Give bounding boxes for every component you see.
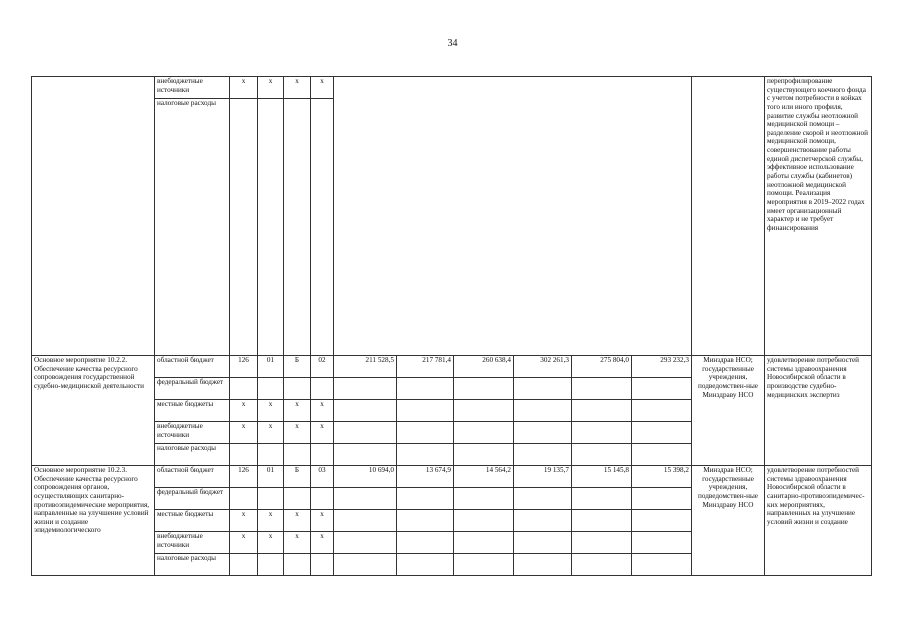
value-cell: 15 398,2 (632, 466, 692, 488)
empty-cell (632, 400, 692, 422)
continuation-name-cell (32, 77, 155, 356)
empty-cell (334, 488, 397, 510)
empty-cell (632, 510, 692, 532)
x-mark: х (284, 77, 311, 99)
empty-cell (632, 488, 692, 510)
x-mark: х (230, 400, 258, 422)
code-cell: 126 (230, 466, 258, 488)
empty-cell (334, 378, 397, 400)
x-mark: х (284, 400, 311, 422)
empty-cell (230, 444, 258, 466)
empty-cell (632, 378, 692, 400)
x-mark: х (258, 77, 284, 99)
empty-cell (572, 422, 632, 444)
value-cell: 217 781,4 (397, 356, 454, 378)
empty-cell (284, 378, 311, 400)
empty-cell (311, 554, 334, 576)
source-label: внебюджетные источники (155, 422, 230, 444)
empty-cell (572, 488, 632, 510)
x-mark: х (311, 510, 334, 532)
result-cell: удовлетворение потребностей системы здравоохранения Новосибирской области в санитарно-противоэпидемичес-ких мероприятиях, направленных на улучшение условий жизни и создание (765, 466, 872, 576)
empty-cell (334, 532, 397, 554)
continuation-result-text: перепрофилирование существующего коечного фонда с учетом потребности в койках того или иного профиля, развитие службы неотложной медицинской помощи – разделение скорой и неотложной медицинской помощи, совершенствование работы единой диспетчерской службы, эффективное использование работы службы (кабинетов) неотложной медицинской помощи. Реализация мероприятия в 2019–2022 годах имеет организационный характер и не требует финансирования (765, 77, 872, 356)
empty-cell (397, 488, 454, 510)
empty-cell (258, 99, 284, 356)
x-mark: х (258, 510, 284, 532)
empty-cell (258, 444, 284, 466)
source-label: областной бюджет (155, 356, 230, 378)
empty-cell (632, 532, 692, 554)
value-cell: 211 528,5 (334, 356, 397, 378)
value-cell: 260 638,4 (454, 356, 514, 378)
empty-cell (397, 510, 454, 532)
executor-cell: Минздрав НСО; государственные учреждения, подведомствен-ные Минздраву НСО (692, 466, 765, 576)
value-cell: 15 145,8 (572, 466, 632, 488)
x-mark: х (284, 422, 311, 444)
empty-cell (454, 488, 514, 510)
x-mark: х (311, 400, 334, 422)
source-label: внебюджетные источники (155, 77, 230, 99)
empty-cell (454, 554, 514, 576)
empty-cell (284, 554, 311, 576)
x-mark: х (230, 77, 258, 99)
program-table (31, 76, 872, 576)
continuation-values-merged (334, 77, 692, 356)
empty-cell (397, 532, 454, 554)
x-mark: х (258, 422, 284, 444)
empty-cell (258, 488, 284, 510)
x-mark: х (284, 510, 311, 532)
x-mark: х (230, 422, 258, 444)
empty-cell (258, 554, 284, 576)
empty-cell (311, 488, 334, 510)
empty-cell (334, 400, 397, 422)
empty-cell (454, 422, 514, 444)
empty-cell (334, 510, 397, 532)
measure-name: Основное мероприятие 10.2.2. Обеспечение качества ресурсного сопровождения государственной судебно-медицинской деятельности (32, 356, 155, 466)
result-cell: удовлетворение потребностей системы здравоохранения Новосибирской области в производстве судебно-медицинских экспертиз (765, 356, 872, 466)
source-label: федеральный бюджет (155, 378, 230, 400)
value-cell: 302 261,3 (514, 356, 572, 378)
source-label: федеральный бюджет (155, 488, 230, 510)
empty-cell (230, 378, 258, 400)
empty-cell (284, 444, 311, 466)
empty-cell (514, 400, 572, 422)
x-mark: х (311, 77, 334, 99)
empty-cell (397, 400, 454, 422)
empty-cell (514, 532, 572, 554)
value-cell: 13 674,9 (397, 466, 454, 488)
continuation-executor-cell (692, 77, 765, 356)
empty-cell (454, 400, 514, 422)
value-cell: 10 694,0 (334, 466, 397, 488)
code-cell: Б (284, 466, 311, 488)
value-cell: 14 564,2 (454, 466, 514, 488)
empty-cell (230, 554, 258, 576)
page-number: 34 (447, 38, 458, 49)
empty-cell (632, 444, 692, 466)
x-mark: х (230, 532, 258, 554)
source-label: налоговые расходы (155, 99, 230, 356)
code-cell: 02 (311, 356, 334, 378)
value-cell: 19 135,7 (514, 466, 572, 488)
empty-cell (632, 422, 692, 444)
code-cell: 01 (258, 356, 284, 378)
empty-cell (572, 400, 632, 422)
value-cell: 293 232,3 (632, 356, 692, 378)
empty-cell (311, 99, 334, 356)
empty-cell (311, 444, 334, 466)
x-mark: х (311, 422, 334, 444)
empty-cell (572, 532, 632, 554)
source-label: налоговые расходы (155, 444, 230, 466)
source-label: внебюджетные источники (155, 532, 230, 554)
empty-cell (397, 378, 454, 400)
empty-cell (632, 554, 692, 576)
empty-cell (397, 554, 454, 576)
code-cell: 03 (311, 466, 334, 488)
empty-cell (514, 444, 572, 466)
empty-cell (572, 444, 632, 466)
empty-cell (454, 532, 514, 554)
empty-cell (334, 554, 397, 576)
empty-cell (397, 422, 454, 444)
x-mark: х (258, 400, 284, 422)
empty-cell (311, 378, 334, 400)
empty-cell (454, 444, 514, 466)
empty-cell (514, 510, 572, 532)
empty-cell (230, 99, 258, 356)
code-cell: Б (284, 356, 311, 378)
source-label: налоговые расходы (155, 554, 230, 576)
empty-cell (572, 554, 632, 576)
empty-cell (284, 488, 311, 510)
empty-cell (230, 488, 258, 510)
empty-cell (454, 510, 514, 532)
empty-cell (572, 378, 632, 400)
value-cell: 275 804,0 (572, 356, 632, 378)
empty-cell (258, 378, 284, 400)
empty-cell (514, 378, 572, 400)
code-cell: 01 (258, 466, 284, 488)
empty-cell (514, 488, 572, 510)
x-mark: х (230, 510, 258, 532)
empty-cell (514, 422, 572, 444)
x-mark: х (284, 532, 311, 554)
source-label: местные бюджеты (155, 510, 230, 532)
empty-cell (334, 444, 397, 466)
empty-cell (514, 554, 572, 576)
measure-name: Основное мероприятие 10.2.3. Обеспечение качества ресурсного сопровождения органов, осуществляющих санитарно-противоэпидемические мероприятия, направленные на улучшение условий жизни и создание эпидемиологического (32, 466, 155, 576)
executor-cell: Минздрав НСО; государственные учреждения, подведомствен-ные Минздраву НСО (692, 356, 765, 466)
code-cell: 126 (230, 356, 258, 378)
empty-cell (572, 510, 632, 532)
empty-cell (284, 99, 311, 356)
x-mark: х (311, 532, 334, 554)
empty-cell (397, 444, 454, 466)
source-label: областной бюджет (155, 466, 230, 488)
source-label: местные бюджеты (155, 400, 230, 422)
empty-cell (454, 378, 514, 400)
empty-cell (334, 422, 397, 444)
x-mark: х (258, 532, 284, 554)
